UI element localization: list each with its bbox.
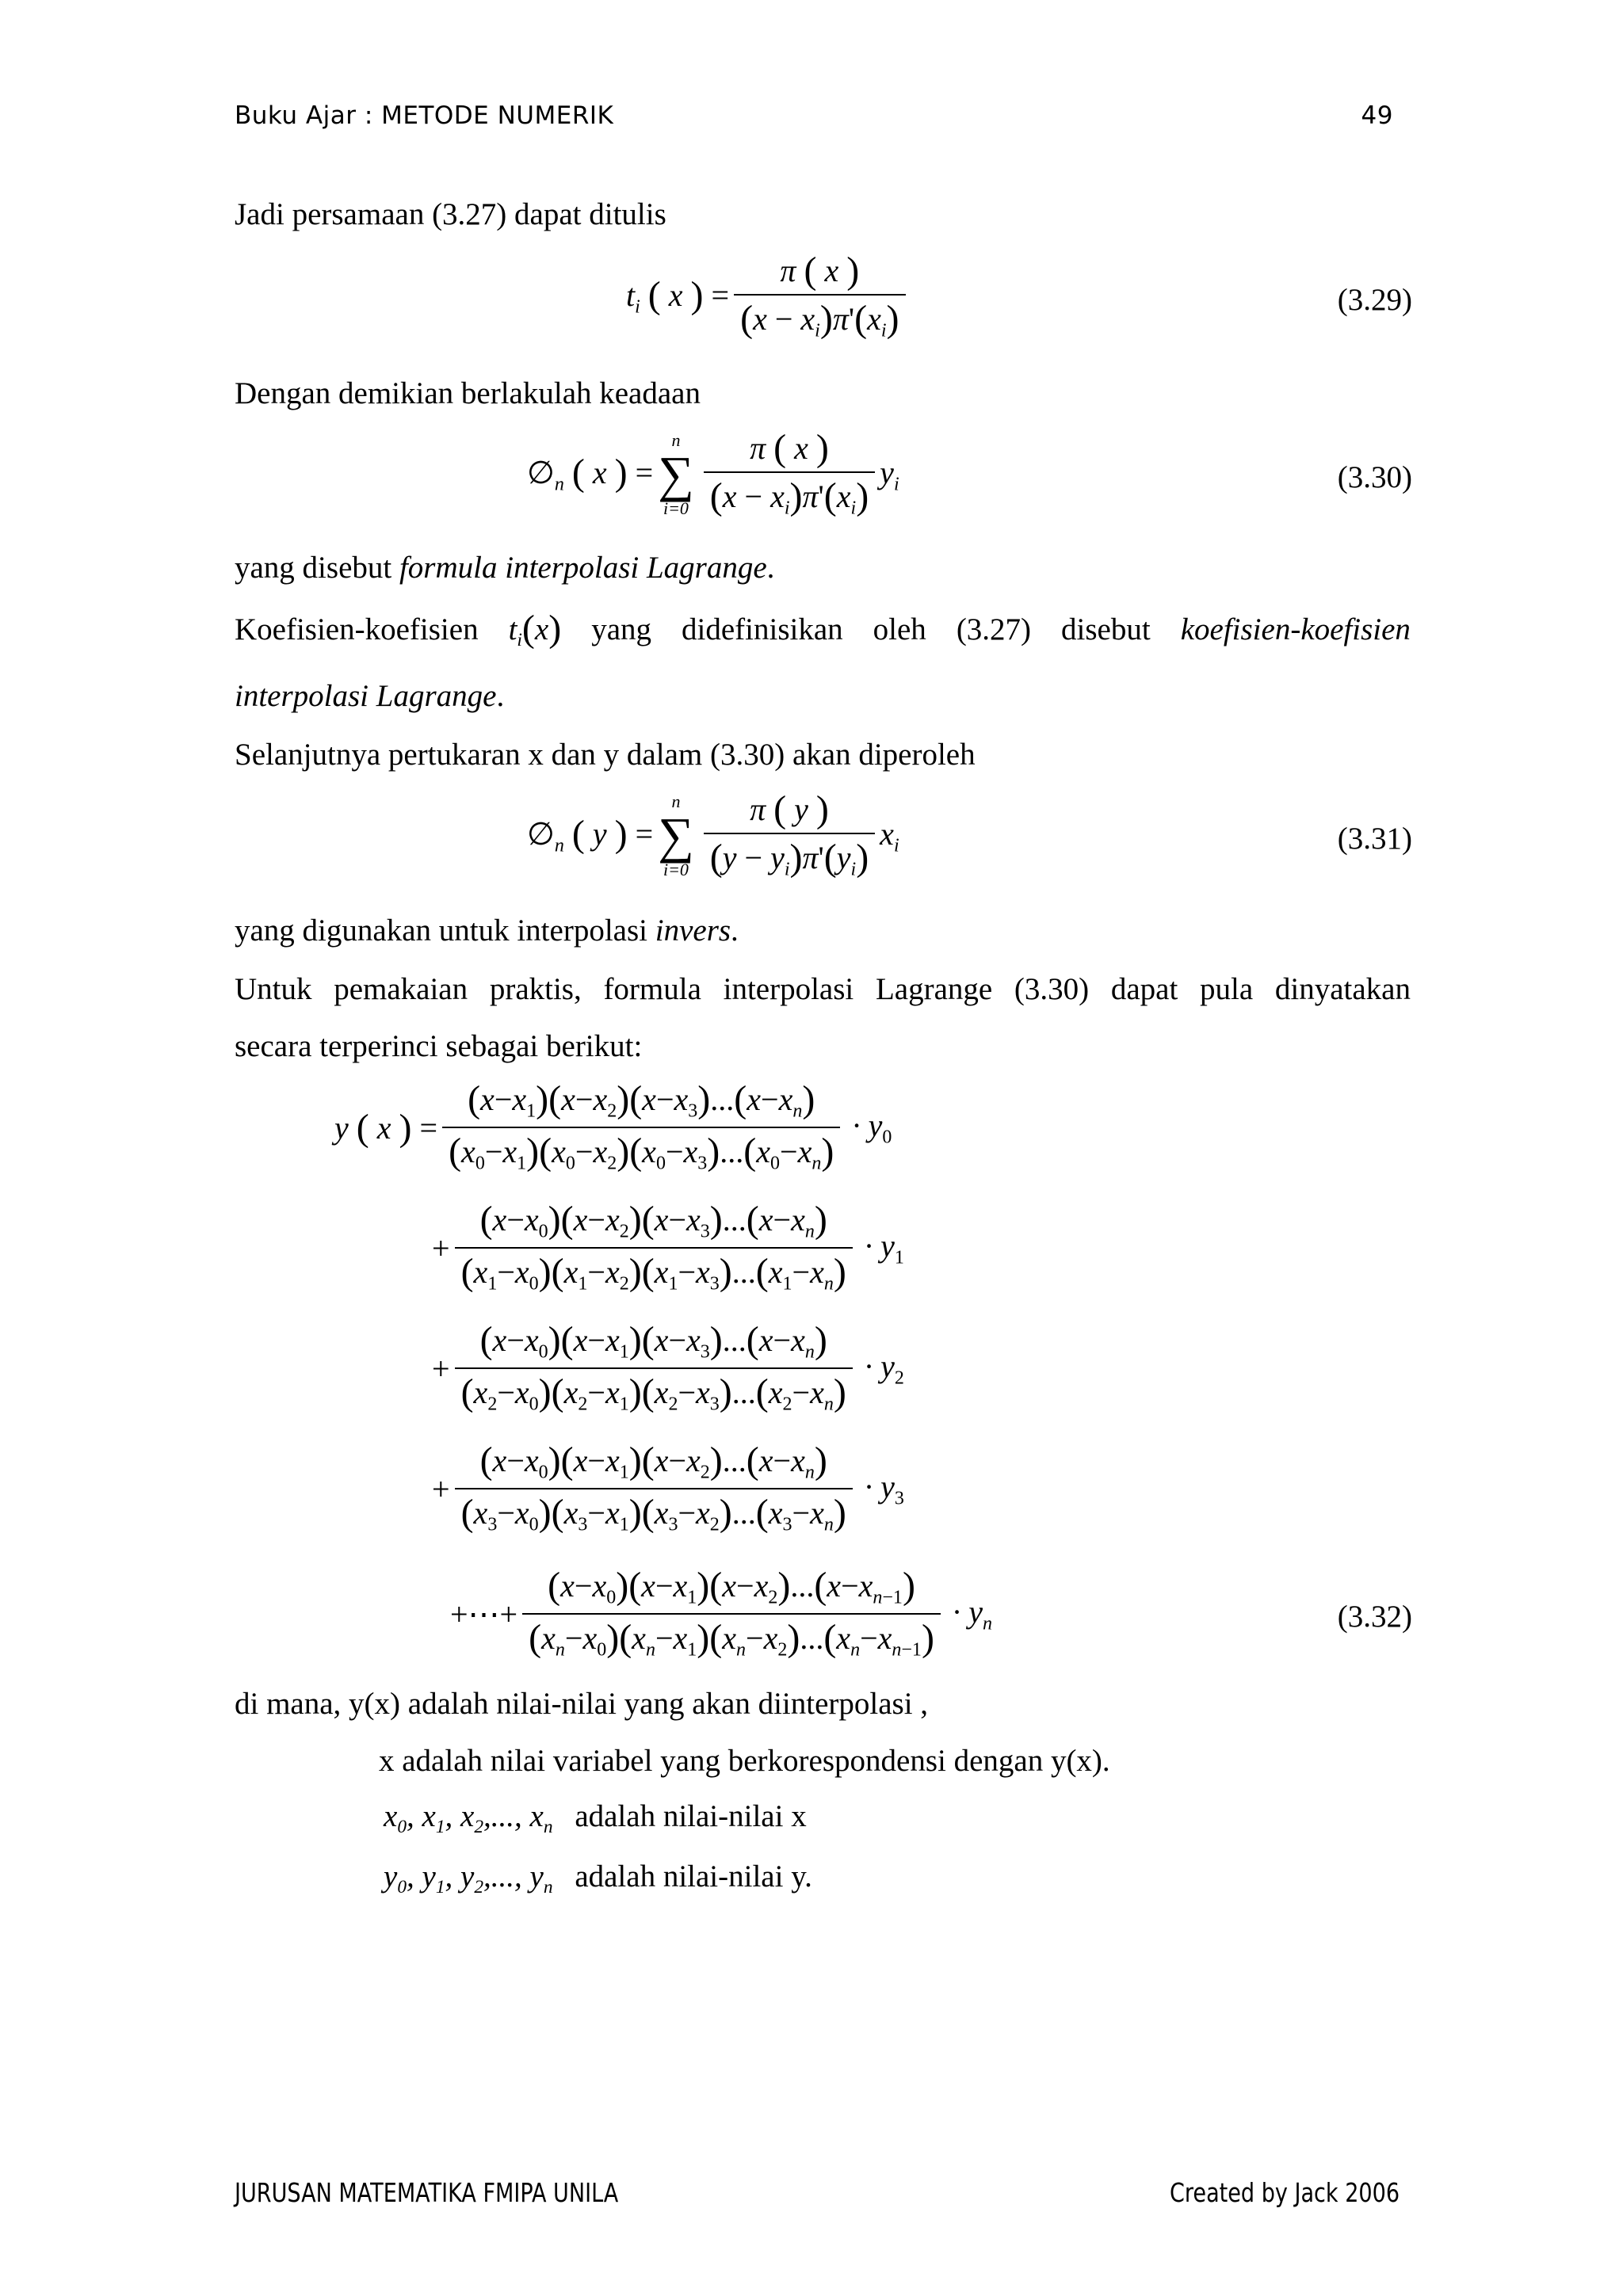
inline-formula-x-list: $x_0$, $x_1$, $x_2$,..., $x_n$: [384, 1799, 553, 1838]
equation-3-32-term-2: + $\frac{(x-x_0)(x-x_1)(x-x_3)...(x-x_n)}{(x_2-x_0)(x_2-x_1)(x_2-x_3)...(x_2-x_n)}$ · $y_2$: [432, 1319, 904, 1415]
paragraph-inverse: [235, 913, 739, 950]
equation-3-32-term-n: +⋯+ $\frac{(x-x_0)(x-x_1)(x-x_2)...(x-x_{n-1})}{(x_n-x_0)(x_n-x_1)(x_n-x_2)...(x_n-x_{n-1})}$ · $y_n$: [450, 1565, 993, 1661]
word: Koefisien-koefisien: [235, 612, 479, 646]
text: yang digunakan untuk interpolasi: [235, 913, 655, 948]
paragraph-intro: Jadi persamaan (3.27) dapat ditulis: [235, 197, 666, 231]
word: oleh: [873, 612, 926, 646]
inline-formula-y-list: $y_0$, $y_1$, $y_2$,..., $y_n$: [384, 1859, 553, 1898]
emphasis: interpolasi Lagrange: [235, 679, 497, 713]
inline-formula-ti-x: $t_i(x)$: [508, 608, 562, 651]
emphasis: koefisien-koefisien: [1180, 612, 1411, 646]
text: .: [766, 551, 775, 585]
definition-yx: di mana, y(x) adalah nilai-nilai yang akan diinterpolasi ,: [235, 1687, 929, 1721]
equation-3-31: $\emptyset_n$ ( y ) = n ∑ i=0 $\frac{\pi ( y )}{(y - y_i)\pi'(y_i)}$ $x_i$: [527, 788, 899, 880]
paragraph-practical-line1: [235, 971, 1411, 1009]
word: pemakaian: [334, 972, 468, 1006]
equation-number-3-30: (3.30): [1337, 460, 1412, 494]
word: formula: [603, 972, 701, 1006]
word: interpolasi: [723, 972, 854, 1006]
word: dapat: [1110, 972, 1178, 1006]
footer-credit: Created by Jack 2006: [1170, 2177, 1400, 2208]
word: disebut: [1061, 612, 1151, 646]
text: .: [496, 679, 505, 713]
paragraph-consequence: Dengan demikian berlakulah keadaan: [235, 376, 701, 410]
running-header-title: Buku Ajar : METODE NUMERIK: [235, 101, 614, 130]
text: adalah nilai-nilai y.: [575, 1859, 812, 1894]
paragraph-coefficients-line2: [235, 678, 504, 715]
word: Untuk: [235, 972, 312, 1006]
word: pula: [1200, 972, 1254, 1006]
page-number: 49: [1361, 101, 1393, 130]
footer-department: JURUSAN MATEMATIKA FMIPA UNILA: [235, 2177, 619, 2208]
paragraph-lagrange-formula: [235, 550, 774, 587]
definition-y-values: [384, 1859, 812, 1898]
word: Lagrange: [875, 972, 993, 1006]
word: dinyatakan: [1274, 972, 1411, 1006]
paragraph-practical-line2: secara terperinci sebagai berikut:: [235, 1029, 643, 1063]
word: (3.27): [956, 612, 1032, 646]
word: praktis,: [489, 972, 582, 1006]
equation-3-32-term-1: + $\frac{(x-x_0)(x-x_2)(x-x_3)...(x-x_n)}{(x_1-x_0)(x_1-x_2)(x_1-x_3)...(x_1-x_n)}$ · $y_1$: [432, 1199, 904, 1295]
equation-3-30: $\emptyset_n$ ( x ) = n ∑ i=0 $\frac{\pi ( x )}{(x - x_i)\pi'(x_i)}$ $y_i$: [527, 427, 899, 519]
text: yang disebut: [235, 551, 399, 585]
emphasis: invers: [655, 913, 731, 948]
equation-number-3-32: (3.32): [1337, 1600, 1412, 1634]
text: adalah nilai-nilai x: [575, 1799, 807, 1833]
equation-3-29: $t_i$ ( x ) = $\frac{\pi ( x )}{(x - x_i)\pi'(x_i)}$: [626, 252, 911, 341]
paragraph-coefficients-line1: [235, 608, 1411, 651]
word: (3.30): [1014, 972, 1090, 1006]
equation-number-3-31: (3.31): [1337, 822, 1412, 856]
word: didefinisikan: [682, 612, 843, 646]
definition-x: x adalah nilai variabel yang berkorespondensi dengan y(x).: [379, 1744, 1110, 1778]
definition-x-values: [384, 1798, 807, 1838]
emphasis: formula interpolasi Lagrange: [399, 551, 767, 585]
text: .: [731, 913, 739, 948]
equation-3-32-term-3: + $\frac{(x-x_0)(x-x_1)(x-x_2)...(x-x_n)}{(x_3-x_0)(x_3-x_1)(x_3-x_2)...(x_3-x_n)}$ · $y_3$: [432, 1440, 904, 1535]
equation-3-32-term-0: y ( x ) = $\frac{(x-x_1)(x-x_2)(x-x_3)...(x-x_n)}{(x_0-x_1)(x_0-x_2)(x_0-x_3)...(x_0-x_n)}$ · $y_0$: [334, 1078, 892, 1174]
paragraph-swap: Selanjutnya pertukaran x dan y dalam (3.30) akan diperoleh: [235, 738, 976, 772]
equation-number-3-29: (3.29): [1337, 283, 1412, 317]
word: yang: [591, 612, 652, 646]
